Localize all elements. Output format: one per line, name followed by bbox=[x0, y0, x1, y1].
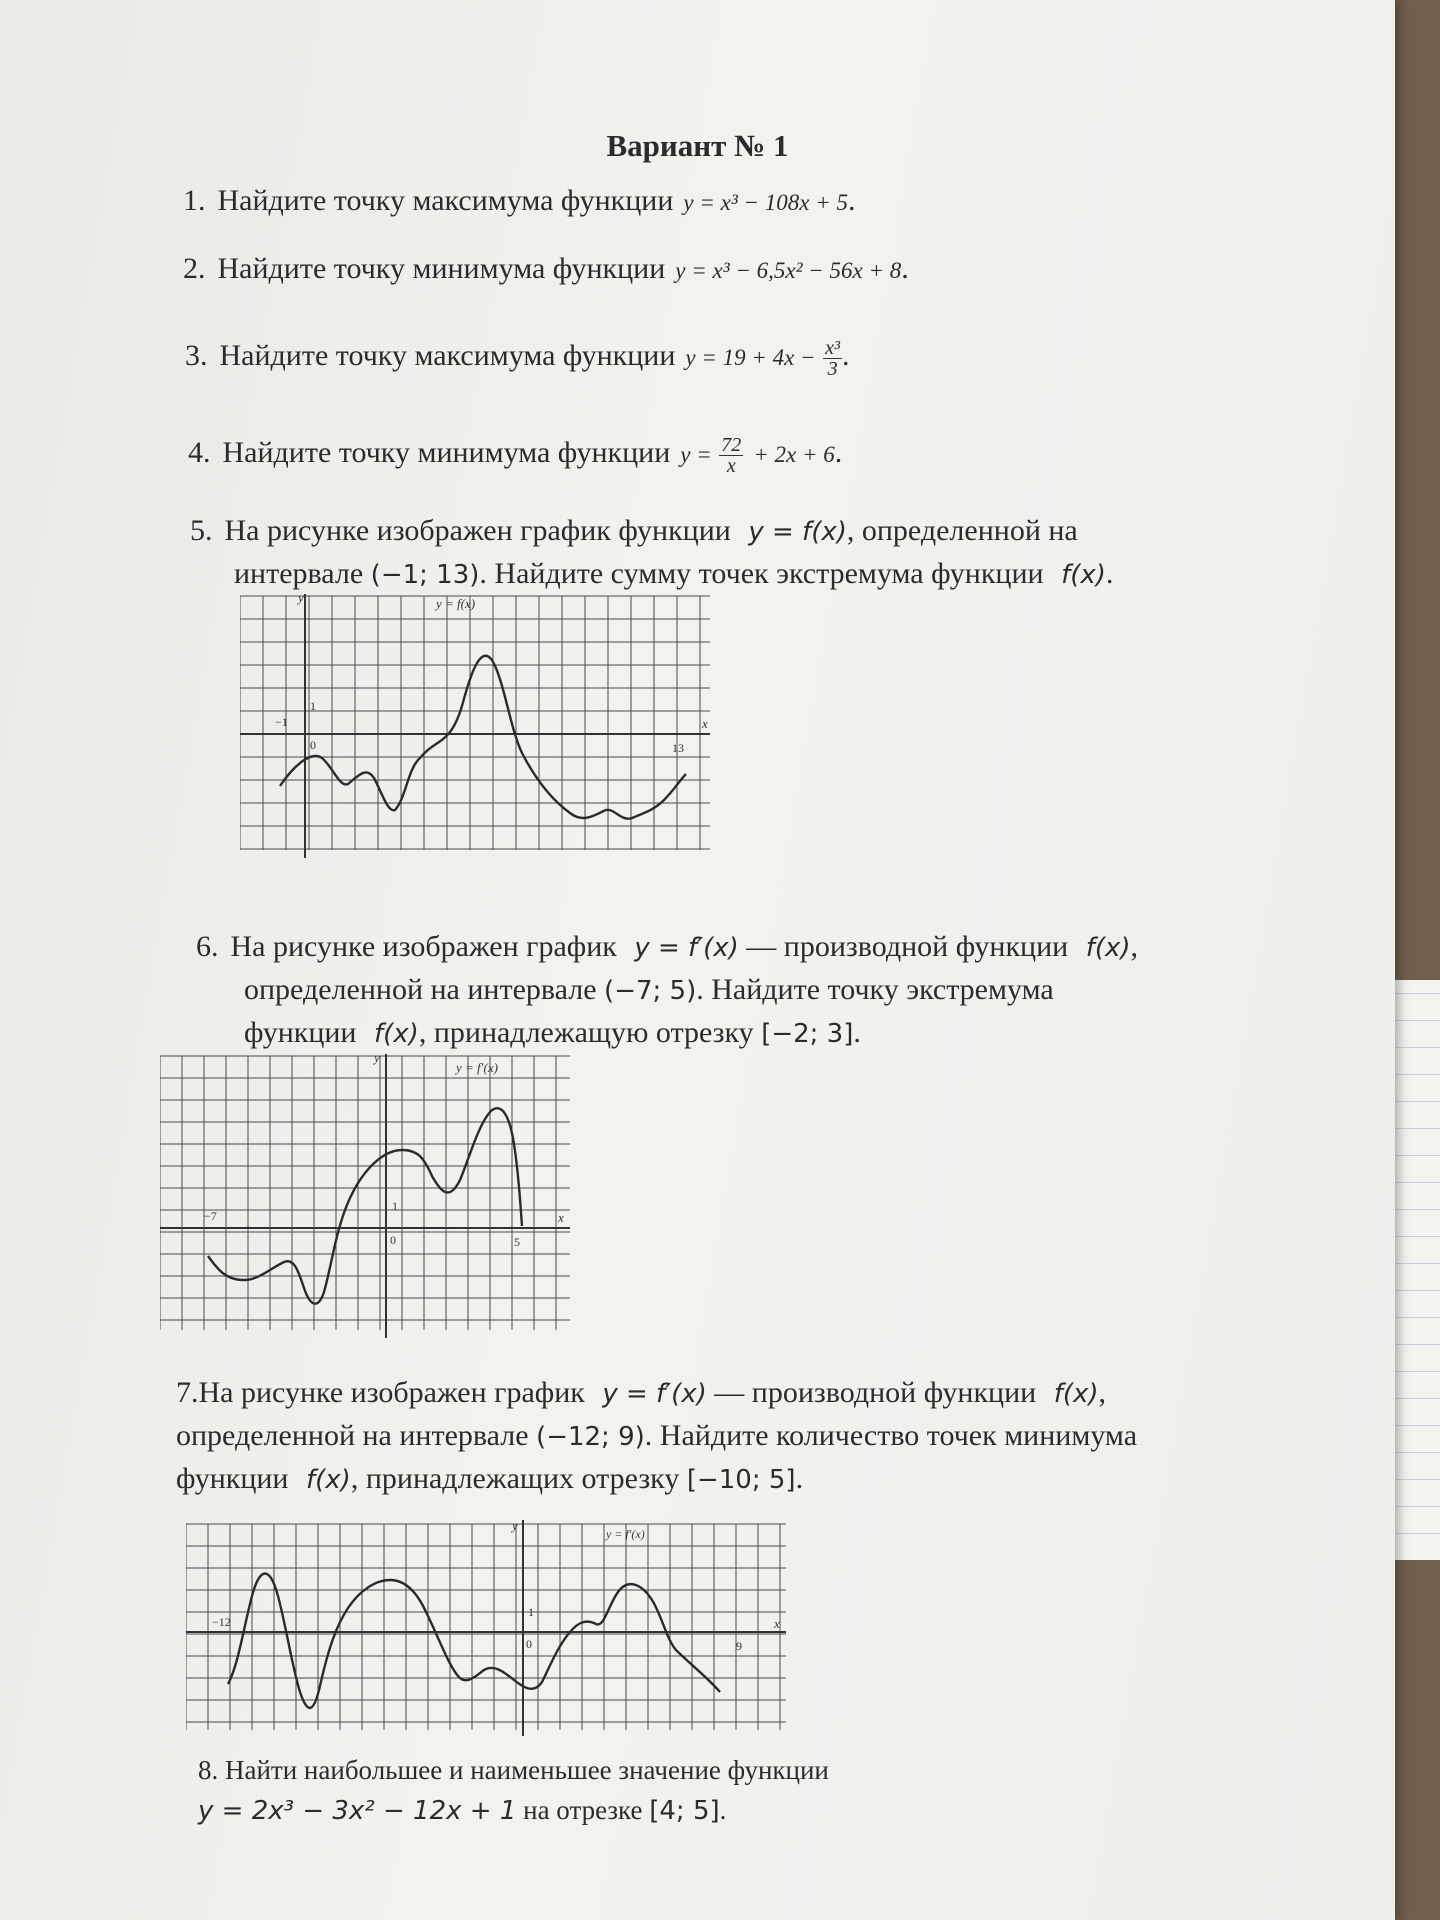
task-3 bbox=[185, 335, 850, 379]
fraction-denominator: x bbox=[726, 454, 736, 477]
task-text: . Найдите количество точек минимума bbox=[644, 1419, 1138, 1452]
graph-6-svg bbox=[160, 1048, 570, 1338]
origin-label: 0 bbox=[526, 1637, 532, 1651]
task-text: 8. Найти наибольшее и наименьшее значение функции bbox=[198, 1755, 829, 1785]
task-2 bbox=[183, 248, 909, 292]
task-formula: y = f′(x) bbox=[634, 933, 739, 963]
graph-5-svg bbox=[240, 588, 710, 858]
task-text: на отрезке bbox=[523, 1795, 643, 1825]
task-formula: y = x³ − 108x + 5 bbox=[683, 190, 849, 215]
task-text: интервале bbox=[234, 557, 364, 590]
task-formula: f(x) bbox=[1085, 933, 1131, 963]
task-7 bbox=[176, 1372, 1137, 1501]
task-formula: y = x³ − 6,5x² − 56x + 8 bbox=[675, 258, 902, 283]
task-end: . bbox=[901, 252, 909, 285]
graph-grid bbox=[160, 1056, 570, 1330]
curve-label: y = f′(x) bbox=[456, 1060, 498, 1075]
graph-task-6 bbox=[160, 1048, 570, 1338]
fraction-numerator: x³ bbox=[825, 336, 841, 359]
y-axis-label: y bbox=[298, 590, 304, 605]
task-formula: y = f′(x) bbox=[602, 1379, 707, 1409]
tick-label-neg: −12 bbox=[212, 1615, 231, 1629]
task-text: , bbox=[1130, 930, 1139, 963]
task-end: . bbox=[834, 436, 843, 469]
task-formula: y = bbox=[680, 442, 712, 467]
task-6 bbox=[196, 926, 1138, 1055]
task-text: — производной функции bbox=[746, 930, 1069, 963]
derivative-curve bbox=[228, 1574, 720, 1708]
task-segment: [−2; 3] bbox=[761, 1019, 854, 1049]
task-end: . bbox=[719, 1795, 727, 1825]
function-curve bbox=[280, 656, 686, 819]
x-axis-label: x bbox=[558, 1210, 564, 1225]
task-formula: y = 2x³ − 3x² − 12x + 1 bbox=[198, 1796, 517, 1826]
task-number: 4. bbox=[188, 436, 211, 469]
task-interval: (−12; 9) bbox=[536, 1422, 645, 1452]
task-formula-tail: + 2x + 6 bbox=[753, 442, 835, 467]
tick-label-end: 9 bbox=[736, 1639, 742, 1653]
y-axis-label: y bbox=[374, 1050, 380, 1065]
task-text: , принадлежащих отрезку bbox=[350, 1462, 680, 1495]
tick-label-one: 1 bbox=[392, 1199, 398, 1213]
task-text: , определенной на bbox=[846, 514, 1078, 547]
task-text: 7.На рисунке изображен график bbox=[176, 1376, 585, 1409]
task-4 bbox=[188, 432, 842, 476]
x-axis-label: x bbox=[774, 1616, 780, 1631]
task-text: Найдите точку минимума функции bbox=[217, 252, 666, 285]
task-formula: y = f(x) bbox=[748, 517, 847, 547]
task-segment: [4; 5] bbox=[649, 1796, 720, 1826]
task-8 bbox=[198, 1750, 829, 1831]
task-formula: f(x) bbox=[306, 1465, 351, 1495]
x-axis-label: x bbox=[702, 716, 708, 731]
task-end: . bbox=[842, 339, 850, 372]
graph-task-5 bbox=[240, 588, 710, 858]
tick-label-one: 1 bbox=[310, 699, 316, 713]
tick-label-neg: −1 bbox=[275, 715, 288, 729]
task-interval: (−7; 5) bbox=[604, 976, 697, 1006]
task-text: — производной функции bbox=[714, 1376, 1037, 1409]
task-5 bbox=[190, 510, 1113, 596]
worksheet-title: Вариант № 1 bbox=[606, 128, 789, 163]
graph-grid bbox=[240, 596, 710, 850]
graph-task-7 bbox=[186, 1516, 786, 1736]
task-number: 5. bbox=[190, 514, 213, 547]
origin-label: 0 bbox=[310, 738, 316, 752]
task-text: . Найдите точку экстремума bbox=[696, 973, 1054, 1006]
task-text: , принадлежащую отрезку bbox=[418, 1016, 754, 1049]
fraction bbox=[719, 435, 743, 476]
task-interval: (−1; 13) bbox=[370, 560, 480, 590]
task-formula: f(x) bbox=[1061, 560, 1106, 590]
task-text: Найдите точку минимума функции bbox=[222, 436, 671, 469]
origin-label: 0 bbox=[390, 1233, 396, 1247]
task-end: . bbox=[853, 1016, 861, 1049]
task-text: определенной на интервале bbox=[176, 1419, 529, 1452]
task-text: , bbox=[1098, 1376, 1107, 1409]
task-formula: f(x) bbox=[374, 1019, 419, 1049]
task-number: 2. bbox=[183, 252, 206, 285]
task-text: На рисунке изображен график bbox=[230, 930, 617, 963]
graph-7-svg bbox=[186, 1516, 786, 1736]
task-segment: [−10; 5] bbox=[686, 1465, 796, 1495]
task-number: 3. bbox=[185, 339, 208, 372]
task-end: . bbox=[1105, 557, 1114, 590]
y-axis-label: y bbox=[512, 1518, 518, 1533]
task-end: . bbox=[795, 1462, 804, 1495]
task-number: 1. bbox=[183, 184, 206, 217]
tick-label-end: 5 bbox=[514, 1235, 520, 1249]
task-text: Найдите точку максимума функции bbox=[219, 339, 676, 372]
task-text: функции bbox=[176, 1462, 289, 1495]
tick-label-end: 13 bbox=[672, 741, 684, 755]
graph-grid bbox=[186, 1524, 786, 1730]
tick-label-one: 1 bbox=[528, 1605, 534, 1619]
tick-label-neg: −7 bbox=[204, 1209, 217, 1223]
task-end: . bbox=[848, 184, 856, 217]
task-number: 6. bbox=[196, 930, 219, 963]
task-text: функции bbox=[244, 1016, 357, 1049]
task-formula: y = 19 + 4x − bbox=[685, 345, 816, 370]
task-text: Найдите точку максимума функции bbox=[217, 184, 674, 217]
task-text: На рисунке изображен график функции bbox=[224, 514, 731, 547]
derivative-curve bbox=[208, 1108, 522, 1303]
task-text: . Найдите сумму точек экстремума функции bbox=[479, 557, 1044, 590]
fraction-numerator: 72 bbox=[721, 433, 742, 456]
curve-label: y = f′(x) bbox=[606, 1527, 645, 1541]
fraction-denominator: 3 bbox=[827, 357, 838, 380]
task-1 bbox=[183, 180, 856, 224]
curve-label: y = f(x) bbox=[436, 596, 476, 611]
fraction bbox=[823, 338, 842, 379]
task-text: определенной на интервале bbox=[244, 973, 597, 1006]
task-formula: f(x) bbox=[1053, 1379, 1099, 1409]
